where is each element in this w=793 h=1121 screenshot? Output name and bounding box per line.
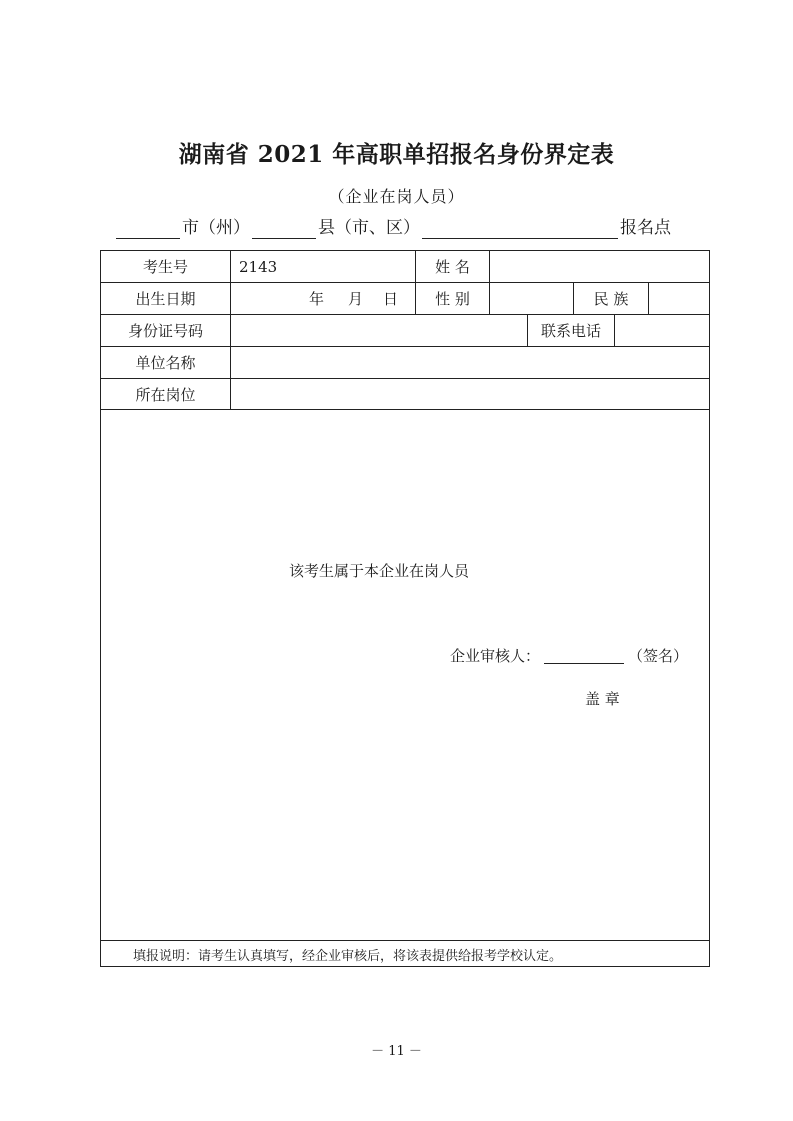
id-number-label: 身份证号码 bbox=[127, 322, 203, 340]
reviewer-signature-blank[interactable] bbox=[544, 647, 624, 664]
page-number: － 11 － bbox=[371, 1044, 422, 1059]
site-label: 报名点 bbox=[620, 218, 671, 238]
birth-date-field[interactable] bbox=[231, 283, 415, 314]
page-subtitle: （企业在岗人员） bbox=[328, 187, 465, 206]
county-blank[interactable] bbox=[252, 220, 316, 239]
phone-field[interactable] bbox=[615, 315, 709, 346]
seal-label: 盖 章 bbox=[585, 689, 620, 708]
gender-label: 性 别 bbox=[435, 290, 470, 308]
county-label: 县（市、区） bbox=[318, 218, 420, 238]
reviewer-label: 企业审核人： bbox=[450, 646, 541, 665]
location-line bbox=[116, 217, 673, 239]
company-name-field[interactable] bbox=[231, 347, 709, 378]
position-field[interactable] bbox=[231, 379, 709, 409]
identity-form bbox=[100, 250, 710, 967]
birth-year-label: 年 bbox=[309, 290, 325, 308]
phone-label: 联系电话 bbox=[540, 322, 601, 340]
city-label: 市（州） bbox=[182, 218, 250, 238]
id-number-field[interactable] bbox=[231, 315, 527, 346]
statement-text: 该考生属于本企业在岗人员 bbox=[289, 561, 470, 580]
signature-label: （签名） bbox=[628, 646, 689, 665]
exam-no-label: 考生号 bbox=[142, 258, 188, 276]
birth-date-label: 出生日期 bbox=[135, 290, 196, 308]
city-blank[interactable] bbox=[116, 220, 180, 239]
name-label: 姓 名 bbox=[435, 258, 470, 276]
reviewer-line bbox=[450, 644, 688, 666]
position-label: 所在岗位 bbox=[135, 385, 196, 404]
birth-month-label: 月 bbox=[348, 290, 364, 308]
birth-day-label: 日 bbox=[383, 290, 399, 308]
company-name-label: 单位名称 bbox=[135, 354, 196, 372]
site-blank[interactable] bbox=[422, 220, 618, 239]
exam-no-field[interactable]: 2143 bbox=[239, 257, 278, 276]
page-title: 湖南省 2021 年高职单招报名身份界定表 bbox=[178, 141, 615, 168]
gender-field[interactable] bbox=[490, 283, 573, 314]
ethnicity-label: 民 族 bbox=[593, 290, 629, 308]
ethnicity-field[interactable] bbox=[649, 283, 709, 314]
row-divider bbox=[101, 409, 709, 410]
instruction-text: 填报说明：请考生认真填写，经企业审核后，将该表提供给报考学校认定。 bbox=[133, 948, 563, 964]
name-field[interactable] bbox=[490, 251, 709, 282]
